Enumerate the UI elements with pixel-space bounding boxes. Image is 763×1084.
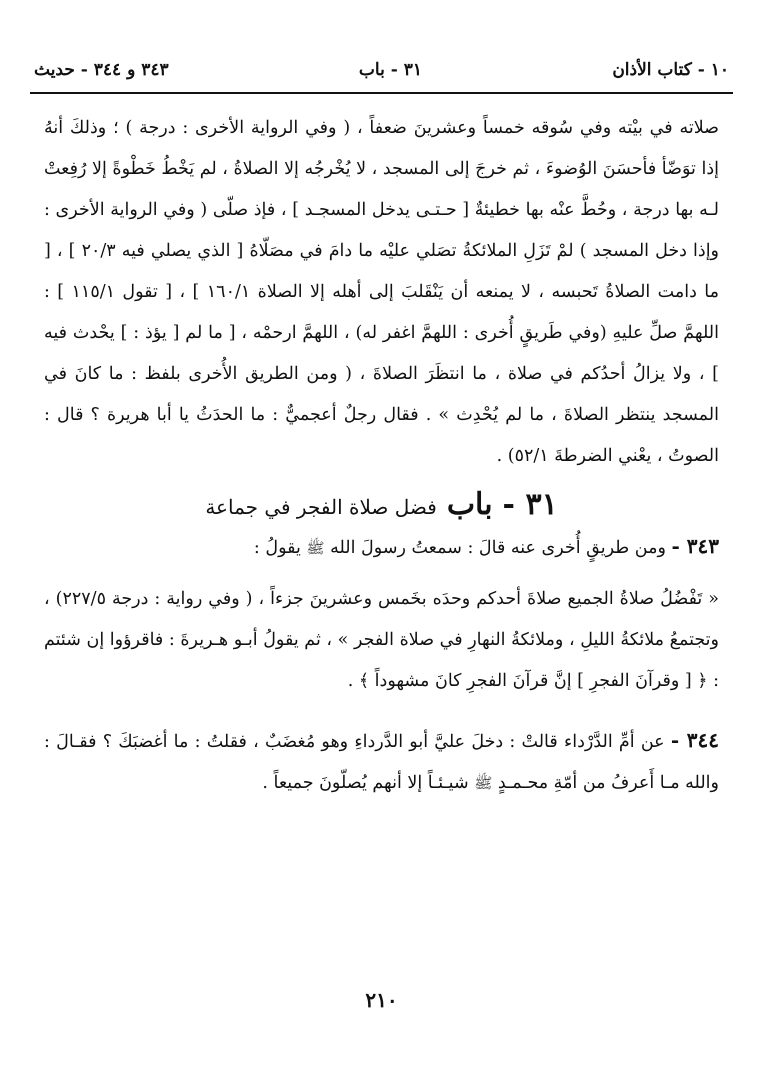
hadith-343-number: ٣٤٣ - (671, 534, 719, 558)
chapter-number: ٣١ - (502, 487, 558, 522)
hadith-343-isnad-end: يقولُ : (253, 538, 301, 558)
salawat-icon: ﷺ (306, 539, 325, 557)
hadith-344-text-end: شيـئـاً إلا أنهم يُصلّونَ جميعاً . (262, 773, 469, 793)
hadith-344-number: ٣٤٤ - (670, 728, 719, 752)
running-header (34, 52, 729, 88)
spacer (44, 569, 719, 579)
header-book-title: ١٠ - كتاب الأذان (612, 60, 729, 80)
hadith-344 (44, 720, 719, 804)
header-hadith-range: ٣٤٣ و ٣٤٤ - حديث (34, 60, 169, 80)
continued-hadith-text: صلاته في بيْته وفي سُوقه خمساً وعشرينَ ضعفاً ، ( وفي الرواية الأخرى : درجة ) ؛ وذلكَ أنهُ إذا توَضّأ فأحسَنَ الوُضوءَ ، ثم خرجَ إلى المسجد ، لا يُخْرجُه إلا الصلاةُ ، لم يَخْطُ خَطْوةً إلا رُفِعتْ لـه بها درجة ، وحُطَّ عنْه بها خطيئةٌ [ حـتـى يدخل المسجـد ] ، فإذ صلّى ( وفي الرواية الأخرى : وإذا دخل المسجد ) لمْ تَزَلِ الملائكةُ تصَلي عليْه ما دامَ في مصَلّاهُ [ الذي يصلي فيه ٢٠/٣ ] ، [ ما دامت الصلاةُ تَحبسه ، لا يمنعه أن يَنْقَلبَ إلى أهله إلا الصلاة ١٦٠/١ ] ، [ تقول ١١٥/١ ] : اللهمَّ صلِّ عليهِ (وفي طَريقٍ أُخرى : اللهمَّ اغفر له) ، اللهمَّ ارحمْه ، [ ما لم [ يؤذ : ] يحْدث فيه ] ، ولا يزالُ أحدُكم في صلاة ، ما انتظَرَ الصلاةَ ، ( ومن الطريق الأُخرى بلفظ : ما كانَ في المسجد ينتظر الصلاةَ ، ما لم يُحْدِث » . فقال رجلٌ أعجميٌّ : ما الحدَثُ يا أبا هريرة ؟ قال : الصوتُ ، يعْني الضرطةَ ٥٢/١) . (44, 118, 720, 466)
spacer (44, 702, 719, 720)
hadith-344-text: عن أمِّ الدَّرْداء قالتْ : دخلَ عليَّ أبو الدَّرداءِ وهو مُغضَبٌ ، فقلتُ : ما أغضبَكَ ؟ فقـالَ : والله مـا أَعرفُ من أمّةِ محـمـدٍ (44, 732, 719, 793)
hadith-343-text: « تَفْضُلُ صلاةُ الجميع صلاةَ أحدكم وحدَه بخَمس وعشرينَ جزءاً ، ( وفي رواية : درجة ٢٢٧/٥) ، وتجتمعُ ملائكةُ الليلِ ، وملائكةُ النهارِ في صلاة الفجر » ، ثم يقولُ أبـو هـريرةَ : فاقرؤوا إن شئتم : ﴿ [ وقرآنَ الفجرِ ] إنَّ قرآنَ الفجرِ كانَ مشهوداً ﴾ . (44, 589, 719, 691)
page-body (44, 108, 719, 804)
header-divider (30, 92, 733, 94)
hadith-343-isnad: ومن طريقٍ أُخرى عنه قالَ : سمعتُ رسولَ الله (330, 538, 666, 558)
hadith-343-intro (44, 526, 719, 569)
header-chapter: ٣١ - باب (358, 60, 422, 80)
page-number: ٢١٠ (365, 988, 398, 1012)
salawat-icon: ﷺ (474, 774, 493, 792)
chapter-heading (44, 487, 719, 522)
chapter-title: فضل صلاة الفجر في جماعة (205, 495, 437, 519)
chapter-word: باب (446, 487, 493, 522)
